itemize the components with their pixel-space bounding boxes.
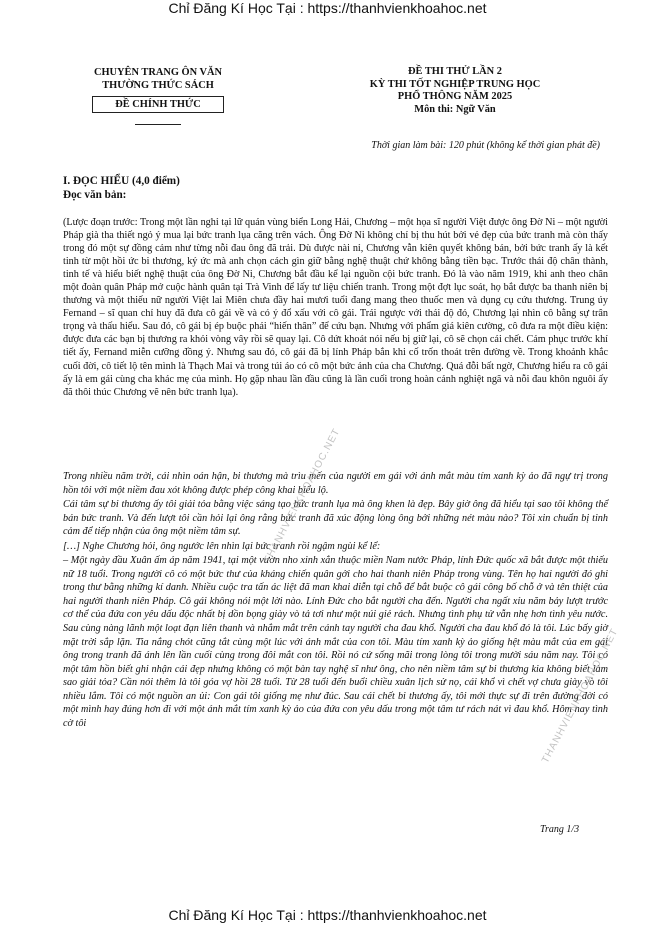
passage-paragraph-2: Cái tâm sự bi thương ấy tôi giải tỏa bằng việc sáng tạo bức tranh lụa mà ông khen là đẹp. Bây giờ ông đã hiểu tại sao tôi không thể bán bức tranh. Và đến lượt tôi cần hỏi lại ông rằng bức tranh đã xúc động lòng ông bởi những nét màu nào? Tôi xin chuẩn bị tinh cảm để tiếp nhận của ông một niềm tâm sự.	[63, 499, 608, 538]
header-banner[interactable]: Chỉ Đăng Kí Học Tại : https://thanhvienkhoahoc.net	[168, 0, 487, 16]
page-number: Trang 1/3	[540, 824, 580, 835]
summary-block	[63, 216, 608, 400]
footer-banner[interactable]: Chỉ Đăng Kí Học Tại : https://thanhvienkhoahoc.net	[168, 907, 487, 923]
subject-line: Môn thi: Ngữ Văn	[414, 103, 496, 115]
section-title: I. ĐỌC HIỂU (4,0 điểm)	[63, 175, 180, 187]
exam-name-line-2: PHỔ THÔNG NĂM 2025	[397, 91, 513, 103]
passage-block	[63, 470, 608, 731]
divider-rule	[135, 124, 181, 125]
time-note: Thời gian làm bài: 120 phút (không kể thời gian phát đề)	[371, 140, 600, 151]
header-right-block	[330, 66, 580, 116]
passage-paragraph-3: […] Nghe Chương hỏi, ông ngước lên nhìn lại bức tranh rồi ngậm ngùi kể lể:	[63, 540, 381, 552]
passage-paragraph-4: – Một ngày đầu Xuân ấm áp năm 1941, tại một vườn nho xinh xắn thuộc miền Nam nước Pháp, lính Đức quốc xã bắt được một thiếu nữ 18 tuổi. Trong người cô có một bức thư của kháng chiến quân gởi cho hai thanh niên Pháp trong vùng. Tên họ hai người đó ghi trong thư bằng những kí danh. Nhiều cuộc tra tấn ác liệt đã man khai diễn tại chỗ để bắt buộc cô gái công bố chỗ ở và tên thiệt của hai người thanh niên Pháp. Cô gái không nói một lời nào. Lính Đức cho bắt người cha đến. Người cha ngất xỉu năm bảy lượt trước cơ thể của đứa con yêu dấu độc nhất bị dồn bọng giày vò tả tơi như một núi giẻ rách. Nhưng tình phụ tử vẫn nhẹ hơn tình yêu nước. Sau cùng nàng lãnh một loạt đạn liên thanh và nhắm mắt trên cánh tay người cha đau khổ. Người cha đau khổ đó là tôi. Lúc bấy giờ mặt trời sắp lặn. Tia nắng chót cũng tắt cùng một lúc với ánh mắt của con tôi. Màu tím xanh kỳ ảo giống hệt màu mắt của em gái ông trong tranh đã ánh lên lần cuối cùng trong đôi mắt con tôi. Rồi nó cứ sống mãi trong lòng tôi trong mười sáu năm nay. Tôi có một tâm hồn biết ghi nhận cái đẹp nhưng không có một bàn tay nghệ sĩ như ông, cho nên niềm tâm sự bi thương kia không biết làm sao giải tỏa? Cần nói thêm là tôi góa vợ hồi 28 tuổi. Từ 28 tuổi đến buổi chiều xuân lịch sử nọ, cái khổ vì chết vợ chưa giày vò tôi nhiều lắm. Tôi có một nguồn an ủi: Con gái tôi giống mẹ như đúc. Sau cái chết bi thương ấy, tôi mới thực sự đi trên đường đời có một mình hay đúng hơn đi với một ánh mắt tím xanh kỳ ảo của đứa con yêu dấu trong một tâm tư rách nát vì đau khổ. Hôm nay tình cờ tôi	[63, 555, 608, 729]
section-subtitle: Đọc văn bản:	[63, 189, 127, 201]
section-heading	[63, 174, 180, 202]
watermark-text: THANHVIENKHOAHOC.NET	[540, 626, 621, 766]
passage-paragraph-1: Trong nhiều năm trời, cái nhìn oán hận, bi thương mà trìu mến của người em gái với ánh mắt màu tím xanh kỳ ảo đã ngự trị trong hồn tôi với một niềm đau xót không được phép công khai biểu lộ.	[63, 471, 608, 496]
school-line-2: THƯỜNG THỨC SÁCH	[102, 80, 214, 91]
exam-title: ĐỀ THI THỬ LẦN 2	[408, 66, 502, 77]
school-line-1: CHUYÊN TRANG ÔN VĂN	[93, 67, 223, 78]
summary-paragraph: (Lược đoạn trước: Trong một lần nghỉ tại lữ quán vùng biển Long Hải, Chương – một họa sĩ người Việt được ông Đờ Ni – một người Pháp già tha thiết ngỏ ý mua lại bức tranh lụa căng trên vách. Ông Đờ Ni không chỉ bị thu hút bởi vẻ đẹp của bức tranh mà còn thấy trong đó một sự đồng cảm như từng nỗi đau ông đã trải. Dù được nài nỉ, Chương vẫn kiên quyết không bán, bởi bức tranh ấy là kết tinh từ một hồi ức bi thương, ký ức mà anh chọn cách gìn giữ bằng nghệ thuật chứ không bằng tiền bạc. Trước thái độ chân thành, tinh tế và hiểu biết nghệ thuật của ông Đờ Ni, Chương bắt đầu kể lại nguồn cội bức tranh. Đó là vào năm 1919, khi anh theo chân một đoàn quân Pháp mở cuộc hành quân tại Trà Vinh để lấy tư liệu chiến tranh. Trong một đợt lục soát, họ bắt được ba thanh niên bị thương và một thiếu nữ người Việt lai Miên chưa đầy hai mươi tuổi đang mang theo thuốc men và dụng cụ cứu thương. Trung úy Fernand – sĩ quan chỉ huy đã đưa cô gái về và có ý đổ xấu với cô gái. Trái ngược với thái độ đó, Chương lại nhìn cô bằng sự trân trọng và thấu hiểu. Sau đó, cô gái bị ép buộc phải “hiến thân” để cứu bạn. Nhưng với phẩm giá kiên cường, cô đưa ra một điều kiện: được đưa các bạn bị thương ra khỏi vòng vây rồi sẽ quay lại. Cô dứt khoát nói nếu bị giữ lại, cô sẽ chọn cái chết. Cảm phục trước khí tiết ấy, Fernand miễn cưỡng đồng ý. Nhưng sau đó, cô gái đã bị lính Pháp bắn khi cố trốn thoát trên đường về. Trong khoảnh khắc cuối đời, cô tiết lộ tên mình là Thạch Mai và trong túi áo có cô một bức ảnh của cha Chương. Quá đỗi bất ngờ, Chương hiểu ra cô gái ấy là em gái cùng cha khác mẹ của mình. Họ gặp nhau lần đầu cũng là lần cuối trong hoàn cảnh nghiệt ngã và nỗi đau khôn nguôi ấy đã thôi thúc Chương vẽ nên bức tranh lụa).	[63, 217, 608, 398]
watermark-text: THANHVIENKHOAHOC.NET	[262, 426, 343, 566]
header-left-block	[72, 66, 244, 125]
official-exam-box: ĐỀ CHÍNH THỨC	[92, 96, 223, 113]
exam-name-line-1: KỲ THI TỐT NGHIỆP TRUNG HỌC	[369, 78, 541, 90]
